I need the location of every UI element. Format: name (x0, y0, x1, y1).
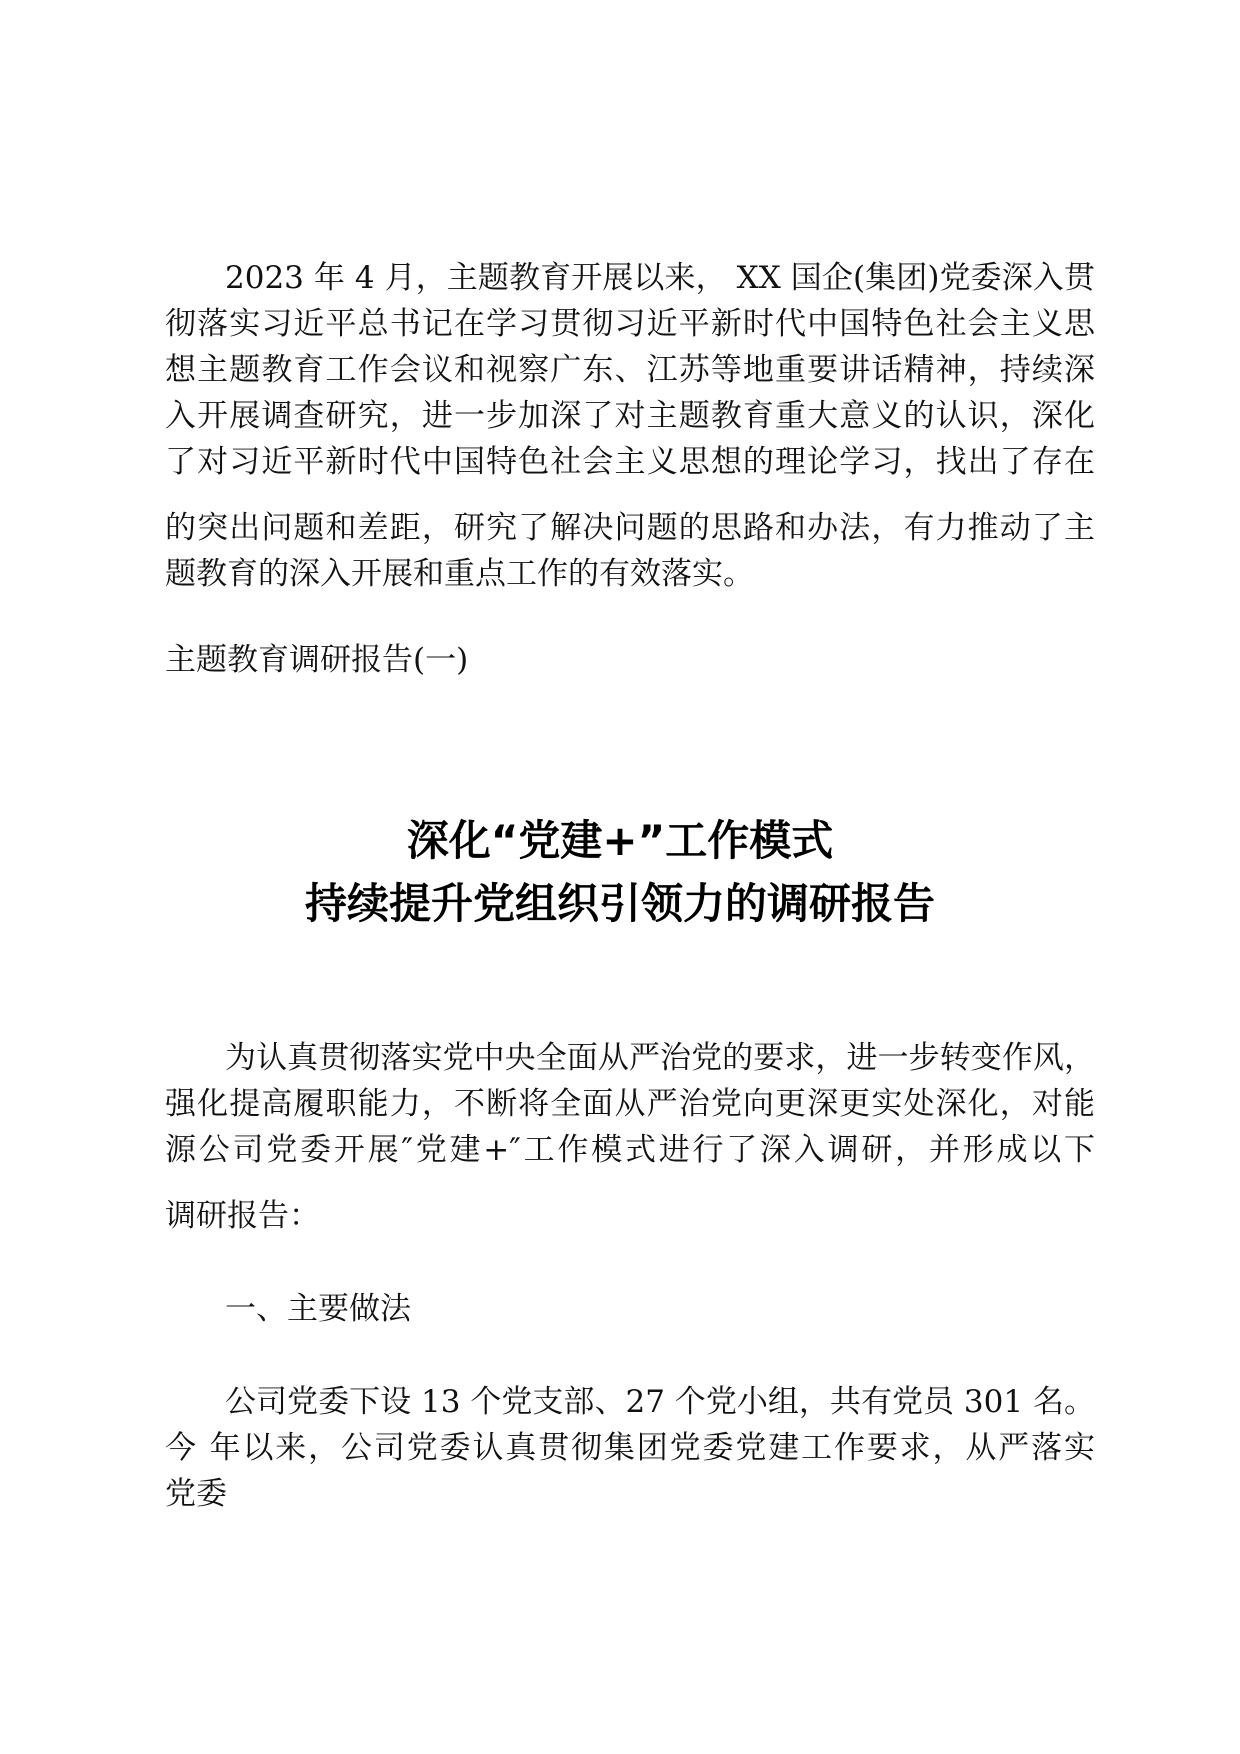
intro-line-3: 想主题教育工作会议和视察广东、江苏等地重要讲话精神，持续深 (165, 352, 1095, 388)
section-label: 主题教育调研报告(一) (165, 642, 469, 678)
intro-line-6: 的突出问题和差距，研究了解决问题的思路和办法，有力推动了主 (165, 510, 1095, 546)
body-para2-line-2: 今 年以来，公司党委认真贯彻集团党委党建工作要求，从严落实 (165, 1430, 1095, 1466)
body-para2-line-1: 公司党委下设 13 个党支部、27 个党小组，共有党员 301 名。 (225, 1384, 1095, 1420)
section-heading-main-practices: 一、主要做法 (225, 1291, 411, 1327)
intro-line-1: 2023 年 4 月，主题教育开展以来， XX 国企(集团)党委深入贯 (225, 260, 1095, 296)
page-title-line-1: 深化“党建+”工作模式 (406, 816, 834, 865)
intro-line-2: 彻落实习近平总书记在学习贯彻习近平新时代中国特色社会主义思 (165, 306, 1095, 342)
intro-line-7: 题教育的深入开展和重点工作的有效落实。 (165, 556, 754, 592)
page-title-line-2: 持续提升党组织引领力的调研报告 (304, 879, 935, 928)
body-para1-line-2: 强化提高履职能力，不断将全面从严治党向更深更实处深化，对能 (165, 1086, 1095, 1122)
body-para2-line-3: 党委 (165, 1476, 227, 1512)
intro-line-5: 了对习近平新时代中国特色社会主义思想的理论学习，找出了存在 (165, 444, 1095, 480)
body-para1-line-1: 为认真贯彻落实党中央全面从严治党的要求，进一步转变作风， (225, 1040, 1095, 1076)
body-para1-line-4: 调研报告： (165, 1198, 320, 1234)
intro-line-4: 入开展调查研究，进一步加深了对主题教育重大意义的认识，深化 (165, 398, 1095, 434)
body-para1-line-3: 源公司党委开展″党建+″工作模式进行了深入调研，并形成以下 (165, 1132, 1095, 1168)
